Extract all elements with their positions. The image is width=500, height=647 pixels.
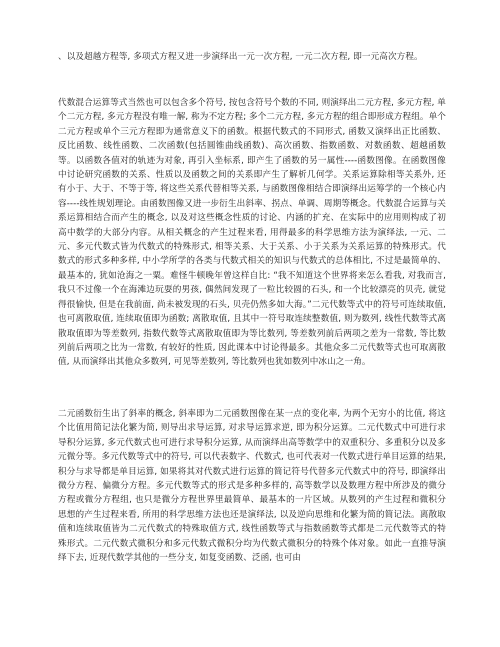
paragraph-calculus-derivation: 二元函数衍生出了斜率的概念, 斜率即为二元函数图像在某一点的变化率, 为两个无穷小的比值, 将这个比值用简记法化繁为简, 则导出求导运算, 对求导运算求逆, 即为积分运算。二元代数式中可进行求导积分运算, 多元代数式也可进行求导积分运算, 从而演绎出高等数学中的双重积分、多重积分以及多元微分等。多元代数等式中的符号, 可以代表数字、代数式, 也可代表对一代数式进行单目运算的结果, 积分与求导都是单目运算, 如果将其对代数式进行运算的简记符号代替多元代数式中的符号, 即演绎出微分方程、偏微分方程。多元代数等式的形式是多种多样的, 高等数学以及数理方程中所涉及的微分方程或微分方程组, 也只是微分方程世界里最简单、最基本的一片区域。从数列的产生过程和微积分思想的产生过程来看, 所用的科学思维方法也还是演绎法, 以及逆向思维和化繁为简的简记法。离散取值和连续取值皆为二元代数式的特殊取值方式, 线性函数等式与指数函数等式都是二元代数等式的特殊形式。二元代数式微积分和多元代数式微积分均为代数式微积分的特殊个体对象。如此一直推导演绎下去, 近现代数学其他的一些分支, 如复变函数、泛函, 也可由 [58, 409, 446, 564]
paragraph-algebra-functions: 代数混合运算等式当然也可以包含多个符号, 按包含符号个数的不同, 则演绎出二元方程, 多元方程, 单个二元方程, 多元方程没有唯一解, 称为不定方程; 多个二元方程, 多元方程的组合即形成方程组。单个二元方程或单个三元方程即为通常意义下的函数。根据代数式的不同形式, 函数又演绎出正比函数、反比函数、线性函数、二次函数(包括圆锥曲线函数)、高次函数、指数函数、对数函数、超越函数等。以函数各值对的轨迹为对象, 再引入坐标系, 即产生了函数的另一属性----函数图像。在函数图像中讨论研究函数的关系、性质以及函数之间的关系即产生了解析几何学。关系运算除相等关系外, 还有小于、大于、不等于等, 将这些关系代替相等关系, 与函数图像相结合即演绎出运筹学的一个核心内容----线性规划理论。由函数图像又进一步衍生出斜率、拐点、单调、周期等概念。代数混合运算与关系运算相结合而产生的概念, 以及对这些概念性质的讨论、内涵的扩充、在实际中的应用则构成了初高中数学的大部分内容。从相关概念的产生过程来看, 用得最多的科学思维方法为演绎法, 一元、二元、多元代数式皆为代数式的特殊形式, 相等关系、大于关系、小于关系为关系运算的特殊形式。代数式的形式多种多样, 中小学所学的各类与代数式相关的知识与代数式的总体相比, 不过是最简单的、最基本的, 犹如沧海之一粟。难怪牛顿晚年曾这样自比: “我不知道这个世界将来怎么看我, 对我而言, 我只不过像一个在海滩边玩耍的男孩, 偶然间发现了一粒比较圆的石头, 和一个比较漂亮的贝壳, 就觉得很愉快, 但是在我前面, 尚未被发现的石头, 贝壳仍然多如大海。”二元代数等式中的符号可连续取值, 也可离散取值, 连续取值即为函数; 离散取值, 且其中一符号取连续整数值, 则为数列, 线性代数等式离散取值即为等差数列, 指数代数等式离散取值即为等比数列, 等差数列前后两项之差为一常数, 等比数列前后两项之比为一常数, 有较好的性质, 因此课本中讨论得最多。其他众多二元代数等式也可取离散值, 从而演绎出其他众多数列, 可见等差数列, 等比数列也犹如数列中冰山之一角。 [58, 98, 446, 368]
paragraph-equation-types: 、以及超越方程等, 多项式方程又进一步演绎出一元一次方程, 一元二次方程, 即一元高次方程。 [58, 52, 423, 62]
